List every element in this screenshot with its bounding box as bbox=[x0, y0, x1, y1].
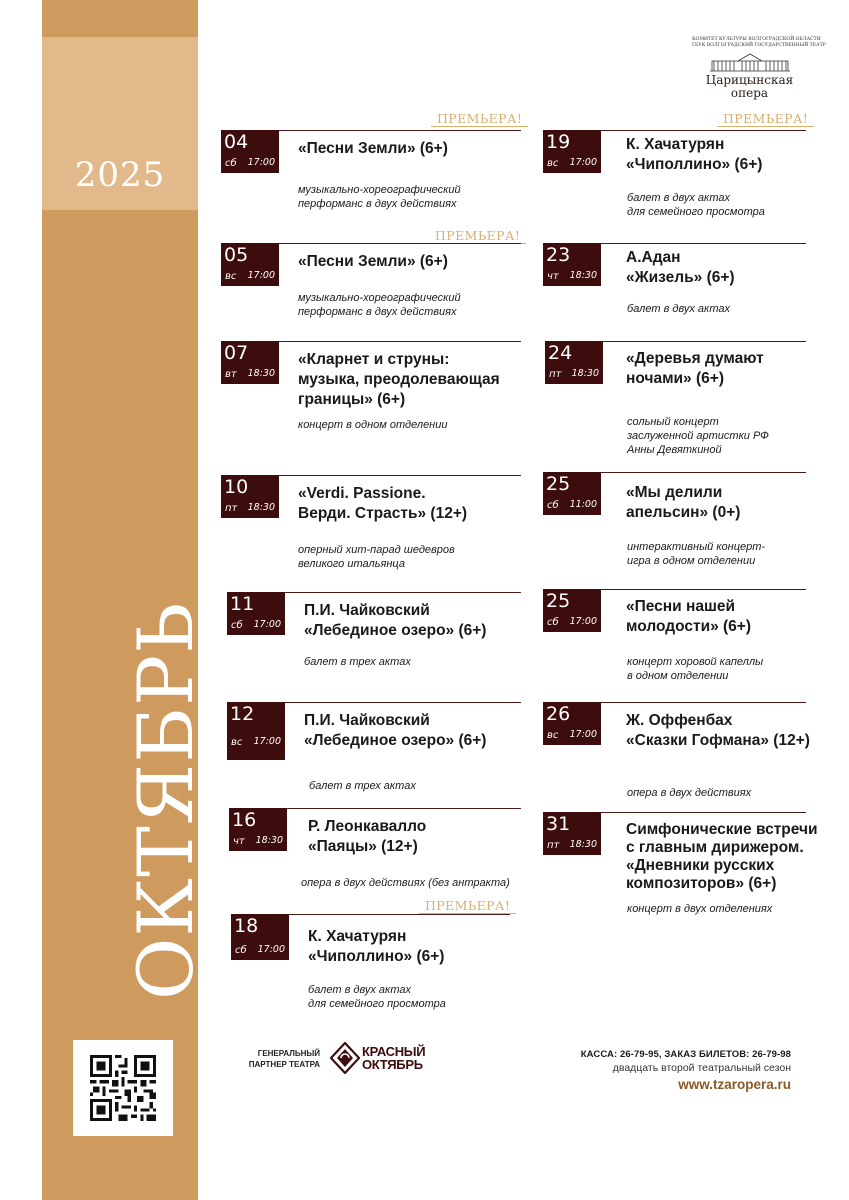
event-desc-line: балет в трех актах bbox=[309, 780, 416, 792]
event-day: 05 bbox=[224, 244, 249, 266]
event-time: 18:30 bbox=[247, 502, 275, 513]
krasny-oktyabr-icon bbox=[330, 1042, 360, 1074]
event-time: 17:00 bbox=[247, 157, 275, 168]
event-item[interactable] bbox=[227, 592, 521, 682]
event-title-line: музыка, преодолевающая bbox=[298, 371, 500, 388]
date-box bbox=[221, 475, 279, 518]
event-description bbox=[304, 655, 544, 669]
date-box bbox=[231, 914, 289, 960]
event-item[interactable] bbox=[543, 812, 818, 922]
event-desc-line: опера в двух действиях bbox=[627, 787, 752, 799]
partner-name bbox=[362, 1045, 425, 1071]
event-item[interactable] bbox=[229, 808, 521, 898]
event-weekday: пт bbox=[225, 503, 238, 514]
partner-label bbox=[242, 1048, 320, 1070]
event-time: 17:00 bbox=[257, 944, 285, 955]
event-item[interactable] bbox=[543, 589, 806, 689]
event-item[interactable] bbox=[221, 243, 521, 333]
event-description bbox=[298, 418, 538, 432]
event-description bbox=[627, 415, 849, 457]
event-time: 18:30 bbox=[247, 368, 275, 379]
event-description bbox=[627, 902, 849, 916]
event-title bbox=[626, 711, 846, 751]
event-item[interactable] bbox=[543, 472, 806, 572]
event-desc-line: великого итальянца bbox=[298, 558, 405, 570]
event-title-line: «Мы делили bbox=[626, 484, 723, 501]
partner-logo[interactable] bbox=[330, 1042, 440, 1074]
event-item[interactable] bbox=[543, 702, 810, 802]
event-day: 12 bbox=[230, 703, 255, 725]
qr-code-icon bbox=[89, 1055, 157, 1121]
event-item[interactable] bbox=[543, 130, 806, 220]
event-title-line: границы» (6+) bbox=[298, 391, 406, 408]
event-day: 18 bbox=[234, 915, 259, 937]
event-time: 17:00 bbox=[253, 619, 281, 630]
event-description bbox=[627, 655, 849, 683]
event-desc-line: музыкально-хореографический bbox=[298, 184, 461, 196]
contacts-block bbox=[581, 1049, 791, 1092]
logo-name-line2: опера bbox=[730, 86, 769, 100]
event-weekday: чт bbox=[547, 271, 559, 282]
event-weekday: сб bbox=[235, 945, 247, 956]
event-desc-line: для семейного просмотра bbox=[308, 998, 446, 1010]
event-title bbox=[308, 817, 528, 857]
event-title-line: «Песни Земли» (6+) bbox=[298, 253, 448, 270]
event-day: 25 bbox=[546, 590, 571, 612]
event-desc-line: для семейного просмотра bbox=[627, 206, 765, 218]
event-title-line: К. Хачатурян bbox=[308, 928, 407, 945]
date-box bbox=[221, 243, 279, 286]
website-link[interactable]: www.tzaropera.ru bbox=[678, 1077, 791, 1092]
event-description bbox=[627, 786, 849, 800]
event-day: 25 bbox=[546, 473, 571, 495]
event-title-line: «Сказки Гофмана» (12+) bbox=[626, 732, 810, 749]
event-title-line: П.И. Чайковский bbox=[304, 602, 430, 619]
logo-committee-line: КОМИТЕТ КУЛЬТУРЫ ВОЛГОГРАДСКОЙ ОБЛАСТИ bbox=[692, 37, 821, 42]
event-time: 17:00 bbox=[247, 270, 275, 281]
event-time: 18:30 bbox=[255, 835, 283, 846]
event-title-line: «Песни нашей bbox=[626, 598, 736, 615]
event-time: 18:30 bbox=[571, 368, 599, 379]
premiere-label: ПРЕМЬЕРА! bbox=[435, 228, 521, 243]
event-desc-line: в одном отделении bbox=[627, 670, 729, 682]
date-box bbox=[543, 812, 601, 855]
event-time: 17:00 bbox=[569, 616, 597, 627]
event-day: 11 bbox=[230, 593, 255, 615]
event-title-line: апельсин» (0+) bbox=[626, 504, 741, 521]
event-day: 16 bbox=[232, 809, 257, 831]
event-day: 26 bbox=[546, 703, 571, 725]
event-item[interactable] bbox=[545, 341, 806, 461]
event-desc-line: музыкально-хореографический bbox=[298, 292, 461, 304]
event-day: 04 bbox=[224, 131, 249, 153]
event-desc-line: перформанс в двух действиях bbox=[298, 198, 457, 210]
partner-label-line: ПАРТНЕР ТЕАТРА bbox=[248, 1060, 320, 1069]
event-title-line: К. Хачатурян bbox=[626, 136, 725, 153]
date-box bbox=[543, 130, 601, 173]
event-weekday: чт bbox=[233, 836, 245, 847]
event-desc-line: интерактивный концерт- bbox=[627, 541, 766, 553]
event-title-line: Р. Леонкавалло bbox=[308, 818, 427, 835]
event-weekday: вт bbox=[225, 369, 237, 380]
event-time: 18:30 bbox=[569, 270, 597, 281]
event-description bbox=[308, 983, 548, 1011]
event-day: 19 bbox=[546, 131, 571, 153]
event-item[interactable] bbox=[227, 702, 521, 802]
event-desc-line: Анны Девяткиной bbox=[627, 444, 722, 456]
month-label: ОКТЯБРЬ bbox=[121, 601, 210, 1000]
theatre-logo[interactable] bbox=[692, 37, 826, 100]
logo-name-line1: Царицынская bbox=[705, 73, 794, 87]
event-title-line: молодости» (6+) bbox=[626, 618, 752, 635]
event-weekday: сб bbox=[231, 620, 243, 631]
event-desc-line: концерт в двух отделениях bbox=[627, 903, 773, 915]
event-weekday: вс bbox=[547, 730, 559, 741]
event-title-line: «Кларнет и струны: bbox=[298, 351, 450, 368]
event-title bbox=[626, 135, 846, 175]
date-box bbox=[221, 341, 279, 384]
event-title-line: ночами» (6+) bbox=[626, 370, 724, 387]
event-title bbox=[304, 601, 524, 641]
side-band bbox=[42, 0, 210, 1200]
event-description bbox=[298, 543, 538, 571]
event-desc-line: перформанс в двух действиях bbox=[298, 306, 457, 318]
event-desc-line: концерт хоровой капеллы bbox=[627, 656, 764, 668]
event-weekday: вс bbox=[547, 158, 559, 169]
event-title-line: Верди. Страсть» (12+) bbox=[298, 505, 468, 522]
event-title-line: «Песни Земли» (6+) bbox=[298, 140, 448, 157]
event-title bbox=[626, 349, 846, 389]
theatre-building-icon bbox=[708, 51, 792, 73]
event-desc-line: балет в трех актах bbox=[304, 656, 411, 668]
event-description bbox=[627, 302, 849, 316]
event-day: 07 bbox=[224, 342, 249, 364]
event-title-line: «Жизель» (6+) bbox=[626, 269, 735, 286]
event-weekday: вс bbox=[225, 271, 237, 282]
event-description bbox=[627, 540, 849, 568]
event-title-line: «Деревья думают bbox=[626, 350, 764, 367]
event-weekday: сб bbox=[225, 158, 237, 169]
event-day: 23 bbox=[546, 244, 571, 266]
event-weekday: сб bbox=[547, 617, 559, 628]
partner-name-line: ОКТЯБРЬ bbox=[362, 1057, 423, 1072]
date-box bbox=[543, 589, 601, 632]
event-title-line: «Лебединое озеро» (6+) bbox=[304, 732, 487, 749]
year-block bbox=[42, 37, 198, 210]
event-title-line: «Дневники русских bbox=[626, 857, 775, 874]
event-description bbox=[309, 779, 549, 793]
date-box bbox=[227, 702, 285, 760]
partner-name-line: КРАСНЫЙ bbox=[362, 1044, 426, 1059]
event-item[interactable] bbox=[231, 914, 510, 1014]
event-title bbox=[626, 821, 821, 893]
date-box bbox=[543, 702, 601, 745]
event-title-line: композиторов» (6+) bbox=[626, 875, 777, 892]
event-item[interactable] bbox=[221, 130, 521, 220]
event-desc-line: заслуженной артистки РФ bbox=[627, 430, 769, 442]
event-title-line: «Чиполлино» (6+) bbox=[308, 948, 445, 965]
event-title-line: «Verdi. Passione. bbox=[298, 485, 426, 502]
event-title-line: «Паяцы» (12+) bbox=[308, 838, 418, 855]
event-title bbox=[626, 248, 846, 288]
partner-label-line: ГЕНЕРАЛЬНЫЙ bbox=[257, 1049, 320, 1058]
event-title bbox=[304, 711, 524, 751]
event-day: 24 bbox=[548, 342, 573, 364]
event-title bbox=[298, 484, 518, 524]
year-label: 2025 bbox=[74, 155, 166, 195]
event-time: 11:00 bbox=[569, 499, 597, 510]
season-label: двадцать второй театральный сезон bbox=[612, 1062, 791, 1074]
event-weekday: вс bbox=[231, 737, 243, 748]
event-title bbox=[626, 483, 846, 523]
premiere-label: ПРЕМЬЕРА! bbox=[723, 111, 809, 126]
date-box bbox=[543, 243, 601, 286]
event-description bbox=[627, 191, 849, 219]
event-item[interactable] bbox=[221, 475, 521, 575]
date-box bbox=[543, 472, 601, 515]
event-description bbox=[298, 183, 538, 211]
date-box bbox=[229, 808, 287, 851]
event-title-line: А.Адан bbox=[626, 249, 681, 266]
logo-theatre-line: ГБУК ВОЛГОГРАДСКИЙ ГОСУДАРСТВЕННЫЙ ТЕАТР bbox=[692, 42, 826, 48]
event-title-line: Ж. Оффенбах bbox=[626, 712, 733, 729]
event-title-line: «Лебединое озеро» (6+) bbox=[304, 622, 487, 639]
event-title-line: с главным дирижером. bbox=[626, 839, 804, 856]
premiere-label: ПРЕМЬЕРА! bbox=[425, 898, 511, 913]
box-office-phones: КАССА: 26-79-95, ЗАКАЗ БИЛЕТОВ: 26-79-98 bbox=[580, 1049, 791, 1060]
event-desc-line: балет в двух актах bbox=[308, 984, 412, 996]
event-item[interactable] bbox=[543, 243, 806, 323]
event-desc-line: оперный хит-парад шедевров bbox=[298, 544, 455, 556]
event-weekday: пт bbox=[547, 840, 560, 851]
event-time: 17:00 bbox=[253, 736, 281, 747]
qr-code[interactable] bbox=[73, 1040, 173, 1136]
event-desc-line: сольный концерт bbox=[627, 416, 719, 428]
event-desc-line: балет в двух актах bbox=[627, 192, 731, 204]
event-desc-line: балет в двух актах bbox=[627, 303, 731, 315]
event-time: 17:00 bbox=[569, 729, 597, 740]
premiere-label: ПРЕМЬЕРА! bbox=[437, 111, 523, 126]
event-title bbox=[308, 927, 528, 967]
event-desc-line: опера в двух действиях (без антракта) bbox=[301, 877, 510, 889]
event-time: 17:00 bbox=[569, 157, 597, 168]
event-time: 18:30 bbox=[569, 839, 597, 850]
event-title bbox=[298, 350, 528, 410]
date-box bbox=[545, 341, 603, 384]
event-weekday: пт bbox=[549, 369, 562, 380]
event-item[interactable] bbox=[221, 341, 521, 441]
event-title bbox=[298, 139, 518, 159]
event-title bbox=[626, 597, 846, 637]
event-title-line: П.И. Чайковский bbox=[304, 712, 430, 729]
event-weekday: сб bbox=[547, 500, 559, 511]
event-day: 31 bbox=[546, 813, 571, 835]
event-title-line: Симфонические встречи bbox=[626, 821, 818, 838]
event-title bbox=[298, 252, 518, 272]
event-desc-line: игра в одном отделении bbox=[627, 555, 756, 567]
event-description bbox=[298, 291, 538, 319]
event-day: 10 bbox=[224, 476, 249, 498]
date-box bbox=[221, 130, 279, 173]
event-title-line: «Чиполлино» (6+) bbox=[626, 156, 763, 173]
event-desc-line: концерт в одном отделении bbox=[298, 419, 448, 431]
event-description bbox=[301, 876, 541, 890]
date-box bbox=[227, 592, 285, 635]
